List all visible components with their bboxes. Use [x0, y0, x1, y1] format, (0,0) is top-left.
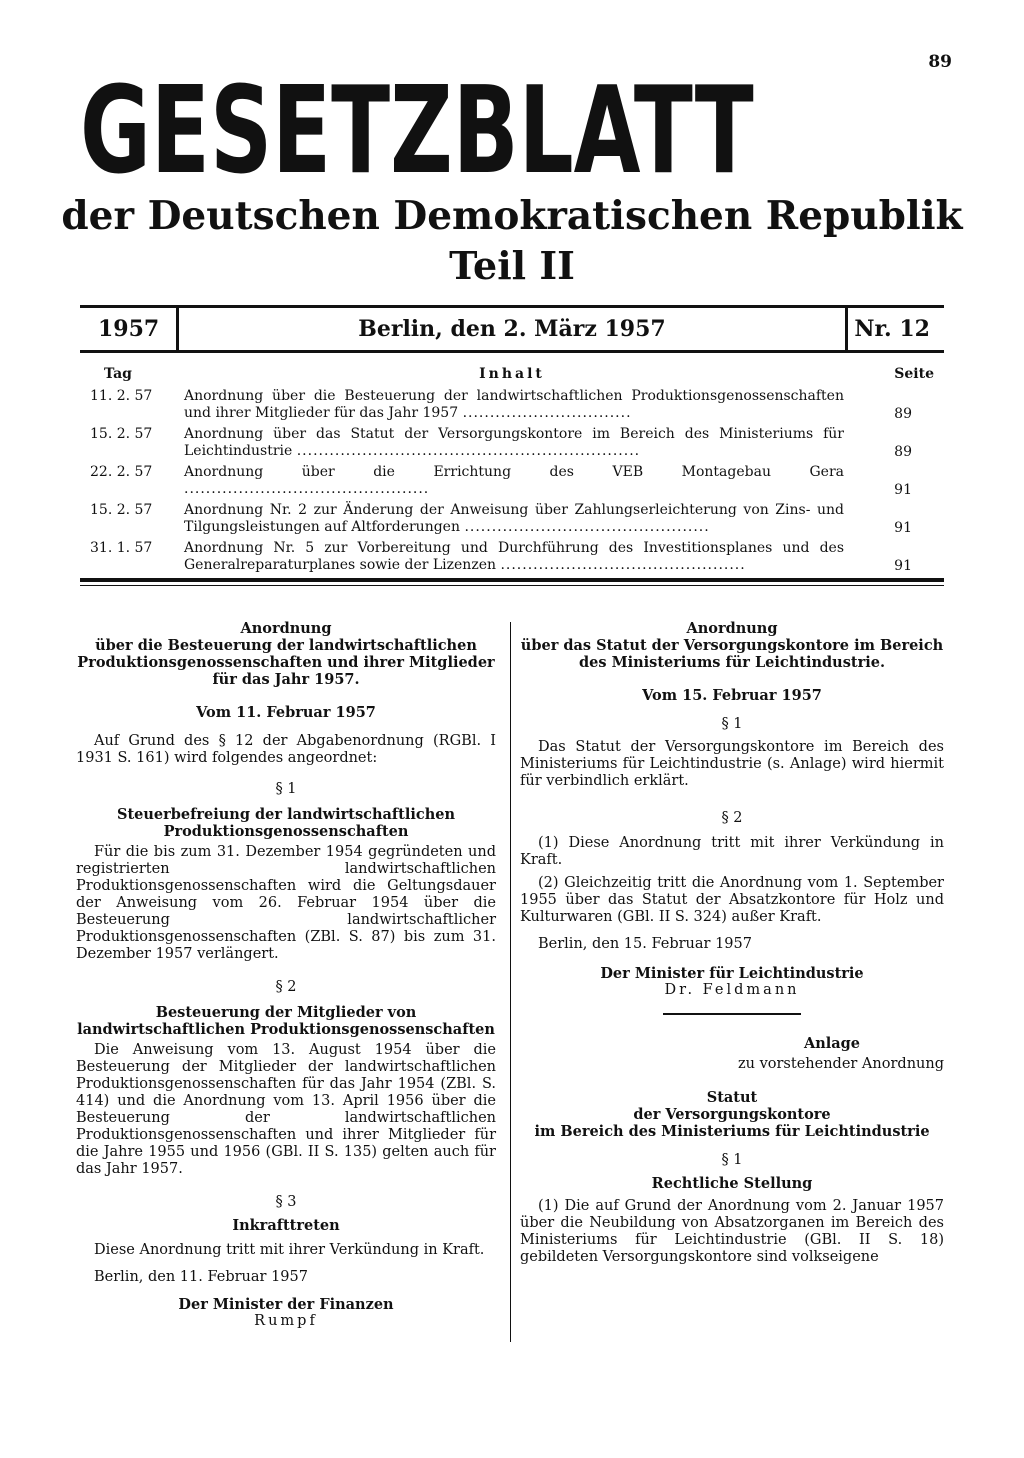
signer-name: Dr. Feldmann [664, 982, 800, 998]
section-text: (2) Gleichzeitig tritt die Anordnung vom 1. September 1955 über das Statut der Absatzkontore für Holz und Kulturwaren (GBl. II S. 324) außer Kraft. [520, 875, 944, 925]
section-heading: Rechtliche Stellung [651, 1175, 813, 1192]
right-column-article [520, 620, 944, 1266]
toc-entry-text: Anordnung über die Errichtung des VEB Montagebau Gera ............................................. [184, 464, 844, 497]
toc-col-page: Seite [894, 366, 934, 382]
section-text: (1) Diese Anordnung tritt mit ihrer Verkündung in Kraft. [520, 835, 944, 868]
signer-name: Rumpf [254, 1313, 318, 1329]
section-label: § 1 [275, 781, 297, 797]
article-date: Vom 11. Februar 1957 [196, 704, 376, 721]
statute-title: Statut [706, 1089, 758, 1106]
signer-title: Der Minister der Finanzen [178, 1296, 394, 1313]
toc-entry [80, 464, 944, 498]
toc-entry-page: 91 [894, 482, 912, 498]
toc-bottom-rule-thin [80, 585, 944, 586]
article-date: Vom 15. Februar 1957 [642, 687, 822, 704]
issue-number: Nr. 12 [854, 316, 930, 342]
table-of-contents [80, 366, 944, 578]
section-heading: Inkrafttreten [232, 1217, 340, 1234]
toc-entry-page: 89 [894, 444, 912, 460]
toc-entry-date: 11. 2. 57 [90, 388, 153, 404]
toc-entry-date: 31. 1. 57 [90, 540, 153, 556]
toc-entry-text: Anordnung Nr. 5 zur Vorbereitung und Durchführung des Investitionsplanes und des Generalreparaturplanes sowie der Lizenzen ............................................. [184, 540, 844, 573]
section-label: § 1 [721, 716, 743, 732]
signer-title: Der Minister für Leichtindustrie [600, 965, 864, 982]
masthead-subtitle: der Deutschen Demokratischen Republik [61, 193, 963, 239]
toc-entry [80, 540, 944, 574]
article-kind: Anordnung [240, 620, 332, 637]
section-text: Diese Anordnung tritt mit ihrer Verkündung in Kraft. [94, 1242, 485, 1258]
toc-bottom-rule [80, 578, 944, 582]
toc-entry-date: 15. 2. 57 [90, 426, 153, 442]
toc-col-day: Tag [104, 366, 132, 382]
left-column-article [76, 620, 496, 1330]
article-title-line: Produktionsgenossenschaften und ihrer Mitglieder [77, 654, 495, 671]
article-title-line: für das Jahr 1957. [212, 671, 360, 688]
statute-subtitle: im Bereich des Ministeriums für Leichtindustrie [534, 1123, 930, 1140]
toc-entry [80, 426, 944, 460]
masthead-title: GESETZBLATT [80, 62, 754, 201]
statute-subtitle: der Versorgungskontore [633, 1106, 831, 1123]
article-title-line: über die Besteuerung der landwirtschaftlichen [95, 637, 477, 654]
annex-label: Anlage [803, 1035, 860, 1052]
issue-year: 1957 [98, 316, 160, 342]
section-text: Für die bis zum 31. Dezember 1954 gegründeten und registrierten landwirtschaftlichen Produktionsgenossenschaften wird die Geltungsdauer der Anweisung vom 26. Februar 1954 über die Besteuerung landwirtschaftlicher Produktionsgenossenschaften (ZBl. S. 87) bis zum 31. Dezember 1957 verlängert. [76, 844, 496, 962]
place-date: Berlin, den 15. Februar 1957 [538, 936, 752, 952]
toc-entry-page: 91 [894, 558, 912, 574]
page-number: 89 [928, 52, 952, 72]
toc-entry-date: 22. 2. 57 [90, 464, 153, 480]
issue-place-date: Berlin, den 2. März 1957 [358, 316, 666, 342]
section-heading: Besteuerung der Mitglieder von landwirtschaftlichen Produktionsgenossenschaften [77, 1004, 495, 1038]
masthead-part: Teil II [449, 243, 575, 288]
article-title-line: über das Statut der Versorgungskontore im Bereich [520, 637, 944, 654]
place-date: Berlin, den 11. Februar 1957 [94, 1269, 308, 1285]
article-preamble: Auf Grund des § 12 der Abgabenordnung (RGBl. I 1931 S. 161) wird folgendes angeordnet: [76, 733, 496, 766]
toc-entry-text: Anordnung über die Besteuerung der landwirtschaftlichen Produktionsgenossenschaften und ihrer Mitglieder für das Jahr 1957 ............................... [184, 388, 844, 421]
toc-entry-text: Anordnung über das Statut der Versorgungskontore im Bereich des Ministeriums für Leichtindustrie ............................................................... [184, 426, 844, 459]
section-label: § 3 [275, 1194, 297, 1210]
issue-bar-divider [845, 308, 848, 350]
toc-header [80, 366, 944, 388]
toc-entry-page: 89 [894, 406, 912, 422]
toc-col-content: Inhalt [479, 366, 545, 382]
column-divider [510, 622, 511, 1342]
toc-entry-date: 15. 2. 57 [90, 502, 153, 518]
section-label: § 1 [721, 1152, 743, 1168]
article-kind: Anordnung [686, 620, 778, 637]
toc-entry [80, 388, 944, 422]
issue-bar [80, 305, 944, 353]
section-text: Das Statut der Versorgungskontore im Bereich des Ministeriums für Leichtindustrie (s. Anlage) wird hiermit für verbindlich erklärt. [520, 739, 944, 789]
section-text: (1) Die auf Grund der Anordnung vom 2. Januar 1957 über die Neubildung von Absatzorganen im Bereich des Ministeriums für Leichtindustrie (GBl. II S. 18) gebildeten Versorgungskontore sind volkseigene [520, 1198, 944, 1265]
section-text: Die Anweisung vom 13. August 1954 über die Besteuerung der Mitglieder der landwirtschaftlichen Produktionsgenossenschaften für das Jahr 1954 (ZBl. S. 414) und die Anordnung vom 13. April 1956 über die Besteuerung der landwirtschaftlichen Produktionsgenossenschaften und ihrer Mitglieder für die Jahre 1955 und 1956 (GBl. II S. 135) gelten auch für das Jahr 1957. [76, 1042, 496, 1177]
section-heading: Steuerbefreiung der landwirtschaftlichen Produktionsgenossenschaften [116, 806, 456, 840]
section-label: § 2 [275, 979, 297, 995]
article-title-line: des Ministeriums für Leichtindustrie. [579, 654, 885, 671]
annex-reference: zu vorstehender Anordnung [737, 1056, 944, 1072]
toc-entry-text: Anordnung Nr. 2 zur Änderung der Anweisung über Zahlungserleichterung von Zins- und Tilgungsleistungen auf Altforderungen ............................................. [184, 502, 844, 535]
toc-entry [80, 502, 944, 536]
section-label: § 2 [721, 810, 743, 826]
toc-entry-page: 91 [894, 520, 912, 536]
